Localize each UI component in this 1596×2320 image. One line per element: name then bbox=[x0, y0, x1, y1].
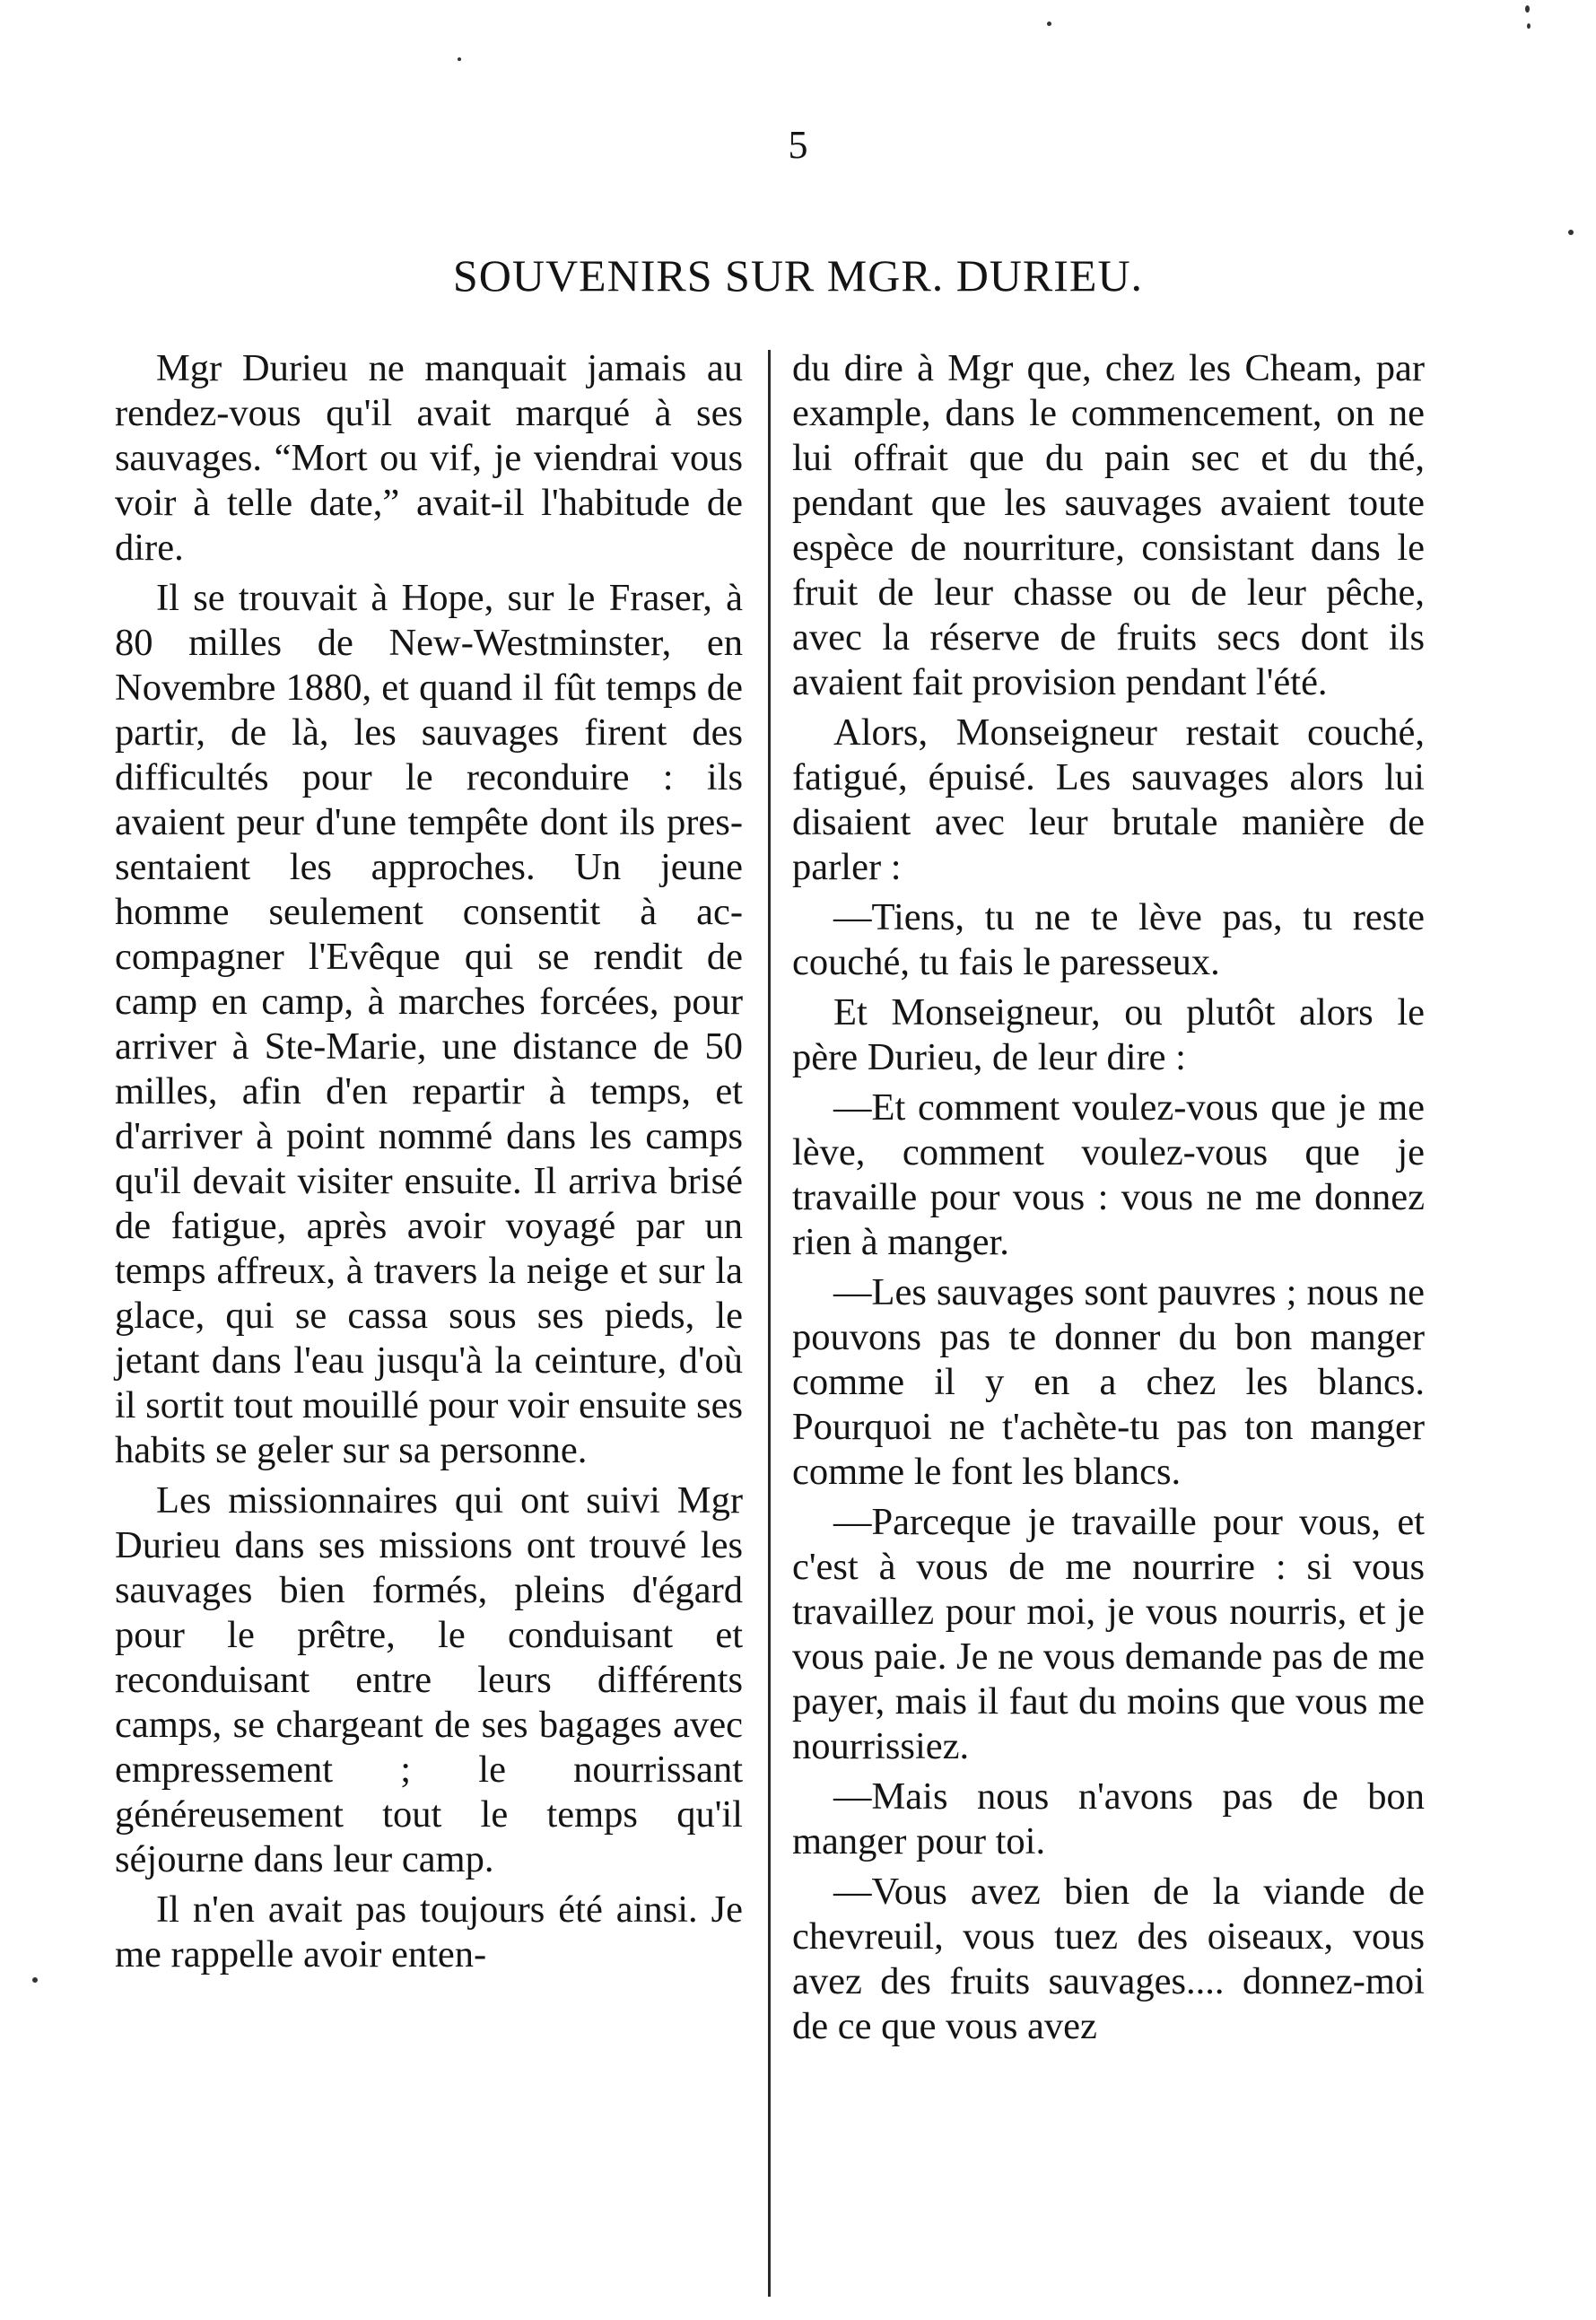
paragraph: Il n'en avait pas toujours été ainsi. Je me rappelle avoir enten- bbox=[115, 1888, 743, 1975]
scan-speck bbox=[1527, 23, 1531, 29]
paragraph: —Parceque je travaille pour vous, et c'est à vous de me nourrire : si vous travaillez pour moi, je vous nourris, et je vous paie. Je ne vous demande pas de me payer, mais il faut du moins que vous me nourrissiez. bbox=[792, 1501, 1425, 1767]
paragraph: Les missionnaires qui ont suivi Mgr Durieu dans ses missions ont trouvé les sauvages bien formés, pleins d'égard pour le prêtre, le conduisant et reconduisant entre leurs différents camps, se chargeant de ses bagages avec empressement ; le nourrissant généreusement tout le temps qu'il séjourne dans leur camp. bbox=[115, 1479, 743, 1880]
page-title: SOUVENIRS SUR MGR. DURIEU. bbox=[452, 250, 1144, 301]
paragraph: —Tiens, tu ne te lève pas, tu reste couché, tu fais le paresseux. bbox=[792, 896, 1425, 983]
scan-speck bbox=[1047, 22, 1051, 26]
paragraph: Alors, Monseigneur restait couché, fatigué, épuisé. Les sauvages alors lui disaient avec leur brutale manière de parler : bbox=[792, 711, 1425, 888]
paragraph: —Vous avez bien de la viande de chevreuil, vous tuez des oiseaux, vous avez des fruits sauvages.... donnez-moi de ce que vous avez bbox=[792, 1871, 1425, 2047]
scan-speck bbox=[458, 57, 461, 61]
left-column bbox=[115, 346, 743, 1983]
scan-speck bbox=[1525, 5, 1530, 13]
paragraph: Il se trouvait à Hope, sur le Fraser, à 80 milles de New-Westminster, en Novembre 1880, et quand il fût temps de partir, de là, les sauvages firent des difficultés pour le reconduire : ils avaient peur d'une tempête dont ils pressentaient les approches. Un jeune homme seulement consentit à accompagner l'Evêque qui se rendit de camp en camp, à marches forcées, pour arriver à Ste-Marie, une distance de 50 milles, afin d'en repartir à temps, et d'arriver à point nommé dans les camps qu'il devait visiter ensuite. Il arriva brisé de fatigue, après avoir voyagé par un temps affreux, à travers la neige et sur la glace, qui se cassa sous ses pieds, le jetant dans l'eau jusqu'à la ceinture, d'où il sortit tout mouillé pour voir ensuite ses habits se geler sur sa personne. bbox=[115, 577, 744, 1471]
paragraph-continuation: du dire à Mgr que, chez les Cheam, par example, dans le commencement, on ne lui offrait que du pain sec et du thé, pendant que les sauvages avaient toute espèce de nourriture, consistant dans le fruit de leur chasse ou de leur pêche, avec la réserve de fruits secs dont ils avaient fait provision pendant l'été. bbox=[792, 347, 1425, 703]
paragraph: —Et comment voulez-vous que je me lève, comment voulez-vous que je travaille pour vous : vous ne me donnez rien à manger. bbox=[792, 1086, 1425, 1263]
paragraph: Et Monseigneur, ou plutôt alors le père Durieu, de leur dire : bbox=[792, 991, 1425, 1078]
page-number: 5 bbox=[788, 123, 808, 167]
paragraph: Mgr Durieu ne manquait jamais au rendez-vous qu'il avait marqué à ses sauvages. “Mort ou vif, je viendrai vous voir à telle date,” avait-il l'habitude de dire. bbox=[115, 347, 743, 569]
paragraph: —Les sauvages sont pauvres ; nous ne pouvons pas te donner du bon manger comme il y en a chez les blancs. Pourquoi ne t'achète-tu pas ton manger comme le font les blancs. bbox=[792, 1271, 1425, 1493]
scan-speck bbox=[1568, 230, 1574, 235]
right-column bbox=[792, 346, 1425, 2054]
column-divider bbox=[768, 350, 771, 2297]
paragraph: —Mais nous n'avons pas de bon manger pour toi. bbox=[792, 1775, 1425, 1862]
scan-speck bbox=[32, 1977, 38, 1983]
